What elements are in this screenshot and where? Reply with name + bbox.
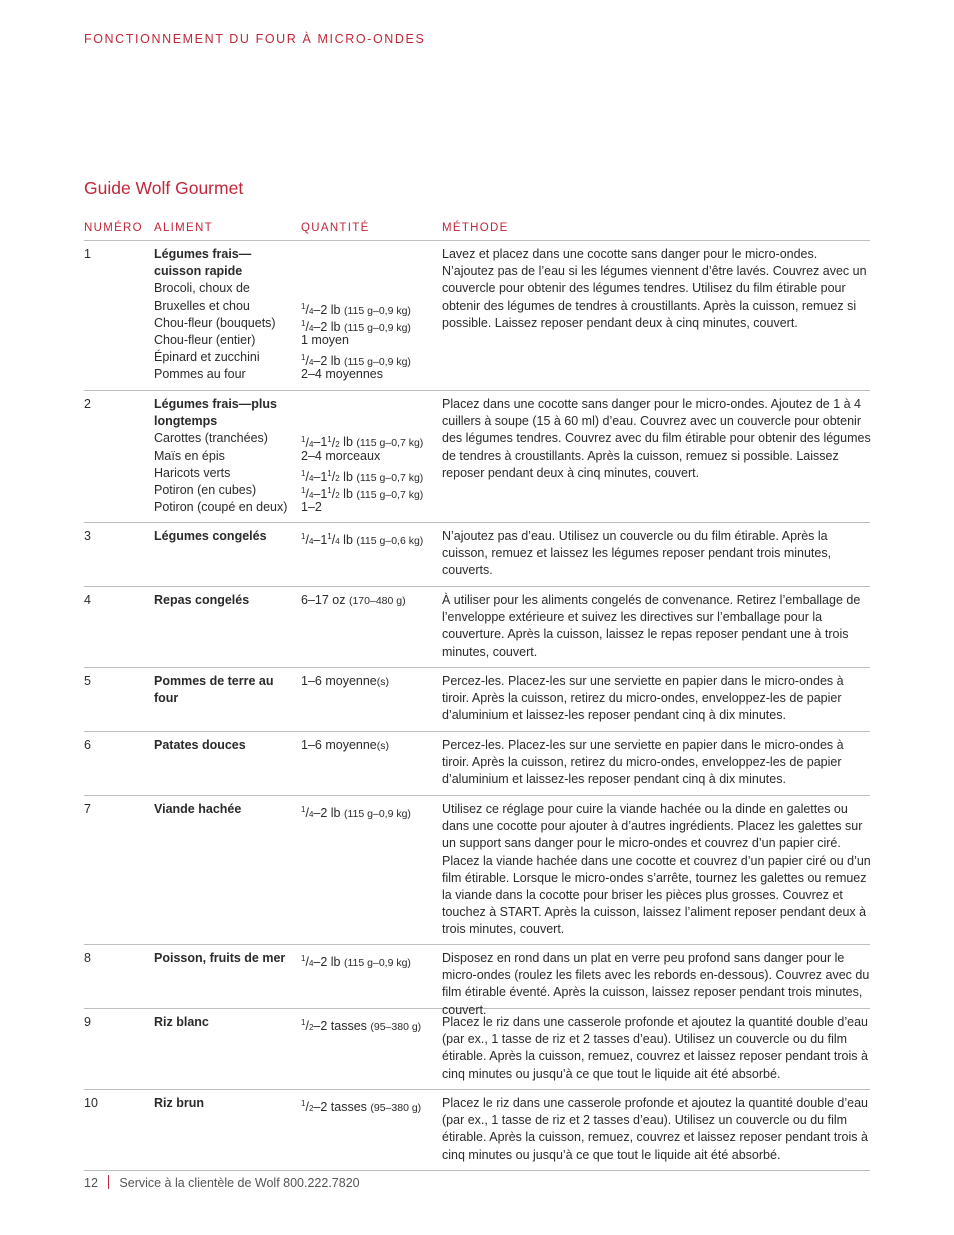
food-subitem: Potiron (en cubes) (154, 483, 257, 498)
method-text: Utilisez ce réglage pour cuire la viande hachée ou la dinde en galettes ou dans une cocotte pour ajouter à d’autres ingrédients. Placez les galettes sur un support sans danger pour le micro-ondes et couvrez d’un papier ciré. Placez la viande hachée dans une cocotte et couvrez d’un papier ciré ou d’un film étirable. Lorsque le micro-ondes s’arrête, tournez les galettes ou remuez la viande dans la cocotte pour briser les pièces plus grosses. Couvrez et touchez à START. Après la cuisson, laissez l’aliment reposer pendant deux à trois minutes, couvert. (442, 802, 871, 937)
row-number: 1 (84, 247, 91, 261)
row-number: 10 (84, 1096, 98, 1110)
food-subitem: Haricots verts (154, 465, 231, 480)
quantity-value: $^1/4-1^1/2$ lb (115 g–0,7 kg) (301, 434, 424, 450)
method-text: Percez-les. Placez-les sur une serviette en papier dans le micro-ondes à tiroir. Après la cuisson, retirez du micro-ondes, enveloppez-les de papier d’aluminium et laissez-les reposer pendant cinq à dix minutes. (442, 738, 844, 787)
food-subitem: Carottes (tranchées) (154, 431, 268, 446)
quantity-cell (301, 246, 431, 384)
page-number: 12 (84, 1176, 98, 1190)
method-text: Percez-les. Placez-les sur une serviette en papier dans le micro-ondes à tiroir. Après la cuisson, retirez du micro-ondes, enveloppez-les de papier d’aluminium et laissez-les reposer pendant cinq à dix minutes. (442, 674, 844, 723)
food-name: Légumes frais—cuisson rapide (154, 247, 252, 279)
col-header-food: ALIMENT (154, 222, 213, 234)
table-body (84, 241, 870, 1171)
quantity-cell (301, 673, 431, 690)
quantity-value: 1–2 (301, 500, 322, 515)
method-text: Placez dans une cocotte sans danger pour le micro-ondes. Ajoutez de 1 à 4 cuillers à soupe (15 à 60 ml) d’eau. Couvrez avec un couvercle pour obtenir des légumes tendres. Couvrez avec du film étirable pour obtenir des légumes de tendres à croustillants. Après la cuisson, remuez si possible. Laissez reposer pendant deux à cinq minutes, couvert. (442, 397, 871, 480)
row-number: 7 (84, 802, 91, 816)
food-cell (154, 1014, 294, 1031)
cooking-guide-table (84, 220, 870, 1171)
method-text: Lavez et placez dans une cocotte sans danger pour le micro-ondes. N’ajoutez pas de l’eau si les légumes viennent d’être lavés. Couvrez avec un couvercle pour obtenir des légumes tendres. Utilisez du film étirable pour obtenir des légumes de tendres à croustillants. Après la cuisson, remuez si possible. Laissez reposer pendant deux à cinq minutes, couvert. (442, 247, 867, 330)
food-cell (154, 950, 294, 967)
food-subitem: Brocoli, choux de (154, 281, 250, 296)
food-cell (154, 592, 294, 609)
quantity-cell (301, 592, 431, 609)
quantity-value: $^1/4-1^1/4$ lb (115 g–0,6 kg) (301, 532, 424, 548)
page-footer (84, 1175, 360, 1190)
quantity-value: $^1$/4–2 lb (115 g–0,9 kg) (301, 318, 411, 334)
quantity-value: $^1/4-1^1/2$ lb (115 g–0,7 kg) (301, 485, 424, 502)
method-text: Disposez en rond dans un plat en verre peu profond sans danger pour le micro-ondes (roulez les filets avec les rebords en-dessous). Couvrez avec du film étirable éventé. Après la cuisson, laissez reposer pendant trois minutes, couvert. (442, 951, 870, 1017)
table-row (84, 668, 870, 732)
quantity-value: $^1$/4–2 lb (115 g–0,9 kg) (301, 301, 411, 317)
food-name: Patates douces (154, 738, 246, 752)
food-name: Poisson, fruits de mer (154, 951, 286, 965)
quantity-value: 1–6 moyenne(s) (301, 674, 390, 688)
food-subitem: Potiron (coupé en deux) (154, 500, 288, 515)
quantity-value: 1 moyen (301, 332, 349, 347)
food-name: Riz brun (154, 1096, 204, 1110)
quantity-cell (301, 950, 431, 970)
quantity-value (301, 280, 431, 297)
quantity-value: $^1$/2–2 tasses (95–380 g) (301, 1099, 422, 1115)
quantity-cell (301, 396, 431, 516)
quantity-value: $^1$/4–2 lb (115 g–0,9 kg) (301, 954, 411, 970)
table-row (84, 945, 870, 1017)
quantity-cell (301, 528, 431, 548)
food-cell (154, 1095, 294, 1112)
food-name: Riz blanc (154, 1015, 209, 1029)
quantity-cell (301, 737, 431, 754)
food-cell (154, 673, 294, 707)
col-header-qty: QUANTITÉ (301, 222, 370, 234)
quantity-value: $^1$/2–2 tasses (95–380 g) (301, 1018, 422, 1034)
row-number: 8 (84, 951, 91, 965)
row-number: 6 (84, 738, 91, 752)
food-subitem: Bruxelles et chou (154, 298, 250, 313)
table-row (84, 1009, 870, 1090)
food-cell (154, 246, 294, 384)
page-title: Guide Wolf Gourmet (84, 178, 244, 198)
food-name: Légumes congelés (154, 529, 267, 543)
row-number: 4 (84, 593, 91, 607)
food-cell (154, 737, 294, 754)
table-row (84, 1090, 870, 1171)
food-name: Viande hachée (154, 802, 242, 816)
food-subitem: Pommes au four (154, 367, 246, 382)
food-subitem: Chou-fleur (bouquets) (154, 315, 276, 330)
quantity-cell (301, 801, 431, 821)
quantity-value: 6–17 oz (170–480 g) (301, 593, 406, 607)
col-header-method: MÉTHODE (442, 222, 509, 234)
food-subitem: Épinard et zucchini (154, 350, 260, 365)
food-cell (154, 528, 294, 545)
row-number: 3 (84, 529, 91, 543)
table-row (84, 391, 870, 523)
food-name: Légumes frais—plus longtemps (154, 397, 277, 429)
quantity-value: $^1$/4–2 lb (115 g–0,9 kg) (301, 353, 411, 369)
quantity-value: 2–4 moyennes (301, 367, 384, 382)
food-cell (154, 801, 294, 818)
table-row (84, 796, 870, 945)
method-text: N’ajoutez pas d’eau. Utilisez un couvercle ou du film étirable. Après la cuisson, remuez et laissez les légumes reposer pendant trois minutes, couverts. (442, 529, 832, 578)
row-number: 5 (84, 674, 91, 688)
method-text: À utiliser pour les aliments congelés de convenance. Retirez l’emballage de l’enveloppe extérieure et suivez les directives sur l’emballage pour la couverture. Après la cuisson, laissez le repas reposer pendant une à trois minutes, couvert. (442, 593, 861, 659)
table-row (84, 241, 870, 391)
food-name: Pommes de terre au four (154, 674, 274, 706)
quantity-cell (301, 1095, 431, 1115)
table-row (84, 732, 870, 796)
table-header (84, 220, 870, 241)
method-text: Placez le riz dans une casserole profonde et ajoutez la quantité double d’eau (par ex., 1 tasse de riz et 2 tasses d’eau). Utilisez un couvercle ou du film étirable. Après la cuisson, remuez, couvrez et laissez reposer pendant trois à cinq minutes ou jusqu’à ce que tout le liquide ait été absorbé. (442, 1015, 868, 1081)
quantity-value: $^1$/4–2 lb (115 g–0,9 kg) (301, 805, 411, 821)
table-row (84, 523, 870, 587)
food-name: Repas congelés (154, 593, 250, 607)
food-cell (154, 396, 294, 516)
quantity-value: 2–4 morceaux (301, 448, 381, 463)
table-row (84, 587, 870, 668)
row-number: 9 (84, 1015, 91, 1029)
col-header-num: NUMÉRO (84, 222, 143, 234)
quantity-value: 1–6 moyenne(s) (301, 738, 390, 752)
footer-text: Service à la clientèle de Wolf 800.222.7820 (119, 1176, 360, 1190)
row-number: 2 (84, 397, 91, 411)
quantity-cell (301, 1014, 431, 1034)
food-subitem: Chou-fleur (entier) (154, 333, 256, 348)
method-text: Placez le riz dans une casserole profonde et ajoutez la quantité double d’eau (par ex., 1 tasse de riz et 2 tasses d’eau). Utilisez un couvercle ou du film étirable. Après la cuisson, remuez, couvrez et laissez reposer pendant trois à cinq minutes ou jusqu’à ce que tout le liquide ait été absorbé. (442, 1096, 868, 1162)
section-header: FONCTIONNEMENT DU FOUR À MICRO-ONDES (84, 32, 426, 46)
footer-divider (108, 1175, 110, 1189)
quantity-value: $^1/4-1^1/2$ lb (115 g–0,7 kg) (301, 468, 424, 484)
food-subitem: Maïs en épis (154, 448, 225, 463)
